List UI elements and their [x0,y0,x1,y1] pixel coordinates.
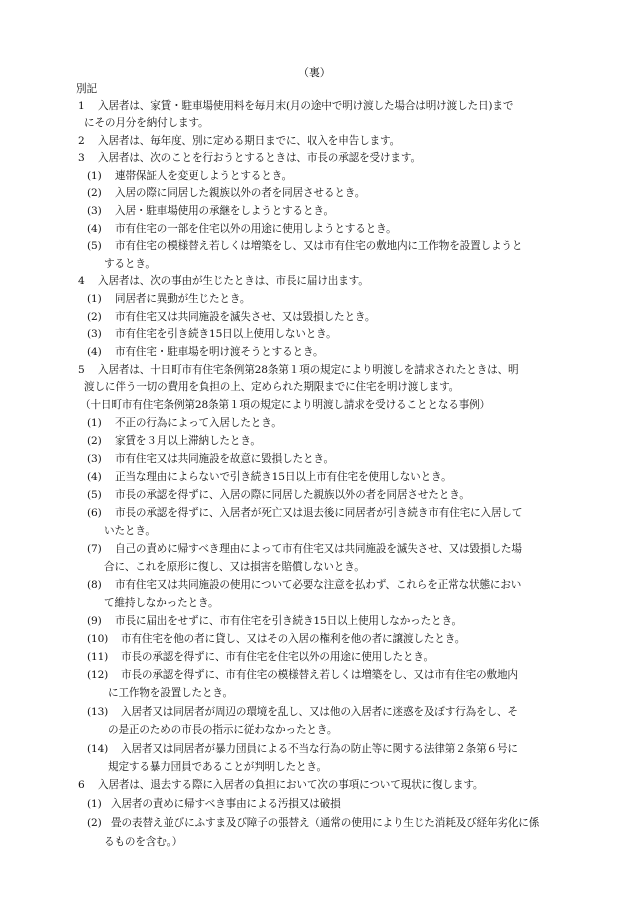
item-3-sub-text-cont: するとき。 [104,258,156,270]
item-5-sub-text: 市有住宅又は共同施設の使用について必要な注意を払わず、これらを正常な状態におい [115,579,522,591]
item-6-sub-number: (2) [87,817,102,829]
item-2-text: 入居者は、毎年度、別に定める期日までに、収入を申告します。 [98,135,401,147]
item-6-number: 6 [78,779,85,791]
item-5-sub-text-cont: の是正のための市長の指示に従わなかったとき。 [108,724,338,736]
item-1-text-cont: にその月分を納付します。 [84,117,209,129]
item-5-sub-number: (2) [87,435,102,447]
item-5-sub-text: 市有住宅を他の者に貸し、又はその入居の権利を他の者に譲渡したとき。 [121,633,466,645]
item-5-sub-text: 市長の承認を得ずに、入居者が死亡又は退去後に同居者が引き続き市有住宅に入居して [115,507,523,519]
item-6-sub-text-cont: るものを含む。） [104,836,183,848]
item-5-sub-text-cont: て維持しなかったとき。 [104,597,219,609]
item-4-text: 入居者は、次の事由が生じたときは、市長に届け出ます。 [98,275,369,287]
item-5-sub-text: 不正の行為によって入居したとき。 [115,417,282,429]
item-5-text: 入居者は、十日町市有住宅条例第28条第１項の規定により明渡しを請求されたときは、明 [98,364,519,376]
item-3-sub-number: (4) [87,223,102,235]
item-3-sub-text: 市有住宅の一部を住宅以外の用途に使用しようとするとき。 [115,223,397,235]
item-4-sub-number: (4) [87,346,102,358]
item-5-sub-number: (11) [87,651,109,663]
item-5-sub-text: 市長の承認を得ずに、市有住宅を住宅以外の用途に使用したとき。 [121,651,434,663]
item-4-sub-number: (2) [87,311,102,323]
item-4-sub-number: (1) [87,293,102,305]
item-5-sub-text: 市長の承認を得ずに、市有住宅の模様替え若しくは増築をし、又は市有住宅の敷地内 [121,669,518,681]
item-5-note: （十日町市有住宅条例第28条第１項の規定により明渡し請求を受けることとなる事例） [80,399,491,411]
item-5-number: 5 [78,364,85,376]
item-5-sub-text: 正当な理由によらないで引き続き15日以上市有住宅を使用しないとき。 [115,471,452,483]
item-6-sub-number: (1) [87,798,102,810]
item-5-sub-number: (4) [87,471,102,483]
item-4-number: 4 [78,275,85,287]
item-4-sub-text: 同居者に異動が生じたとき。 [115,293,251,305]
item-4-sub-text: 市有住宅を引き続き15日以上使用しないとき。 [115,328,337,340]
item-3-sub-number: (1) [87,170,102,182]
item-3-sub-text: 連帯保証人を変更しようとするとき。 [115,170,293,182]
item-6-sub-text: 畳の表替え並びにふすま及び障子の張替え（通常の使用により生じた消耗及び経年劣化に係 [111,817,540,829]
item-3-sub-number: (3) [87,205,102,217]
item-3-sub-number: (2) [87,187,102,199]
item-5-sub-number: (13) [87,706,109,718]
item-3-number: 3 [78,152,85,164]
item-5-text-cont: 渡しに伴う一切の費用を負担の上、定められた期限までに住宅を明け渡します。 [84,381,460,393]
item-2-number: 2 [78,135,85,147]
section-label: 別記 [76,83,97,95]
item-4-sub-text: 市有住宅・駐車場を明け渡そうとするとき。 [115,346,324,358]
item-4-sub-number: (3) [87,328,102,340]
item-3-sub-text: 入居・駐車場使用の承継をしようとするとき。 [115,205,334,217]
item-6-text: 入居者は、退去する際に入居者の負担において次の事項について現状に復します。 [98,779,484,791]
item-5-sub-text: 市長の承認を得ずに、入居の際に同居した親族以外の者を同居させたとき。 [115,489,470,501]
page-header: （裏） [298,66,331,79]
item-5-sub-number: (6) [87,507,102,519]
item-5-sub-text-cont: に工作物を設置したとき。 [108,687,233,699]
item-3-sub-number: (5) [87,240,102,252]
item-1-number: 1 [78,100,85,112]
item-5-sub-text: 市有住宅又は共同施設を故意に毀損したとき。 [115,453,334,465]
item-5-sub-text: 家賃を３月以上滞納したとき。 [115,435,261,447]
item-5-sub-number: (7) [87,543,102,555]
item-5-sub-number: (9) [87,615,102,627]
item-5-sub-text: 自己の責めに帰すべき理由によって市有住宅又は共同施設を滅失させ、又は毀損した場 [115,543,522,555]
item-5-sub-number: (5) [87,489,102,501]
item-5-sub-text-cont: 合に、これを原形に復し、又は損害を賠償しないとき。 [104,561,365,573]
item-5-sub-text: 入居者又は同居者が暴力団員による不当な行為の防止等に関する法律第２条第６号に [121,743,518,755]
item-5-sub-number: (8) [87,579,102,591]
item-5-sub-text-cont: 規定する暴力団員であることが判明したとき。 [108,761,327,773]
item-3-sub-text: 市有住宅の模様替え若しくは増築をし、又は市有住宅の敷地内に工作物を設置しようと [115,240,523,252]
item-3-sub-text: 入居の際に同居した親族以外の者を同居させるとき。 [115,187,366,199]
item-5-sub-number: (1) [87,417,102,429]
item-5-sub-text: 市長に届出をせずに、市有住宅を引き続き15日以上使用しなかったとき。 [115,615,462,627]
item-5-sub-text-cont: いたとき。 [104,525,156,537]
item-5-sub-number: (3) [87,453,102,465]
item-3-text: 入居者は、次のことを行おうとするときは、市長の承認を受けます。 [98,152,421,164]
item-6-sub-text: 入居者の責めに帰すべき事由による汚損又は破損 [111,798,341,810]
item-1-text: 入居者は、家賃・駐車場使用料を毎月末(月の途中で明け渡した場合は明け渡した日)まで [98,100,514,112]
item-5-sub-text: 入居者又は同居者が周辺の環境を乱し、又は他の入居者に迷惑を及ぼす行為をし、そ [121,706,518,718]
item-5-sub-number: (12) [87,669,109,681]
item-5-sub-number: (14) [87,743,109,755]
item-4-sub-text: 市有住宅又は共同施設を滅失させ、又は毀損したとき。 [115,311,376,323]
item-5-sub-number: (10) [87,633,109,645]
